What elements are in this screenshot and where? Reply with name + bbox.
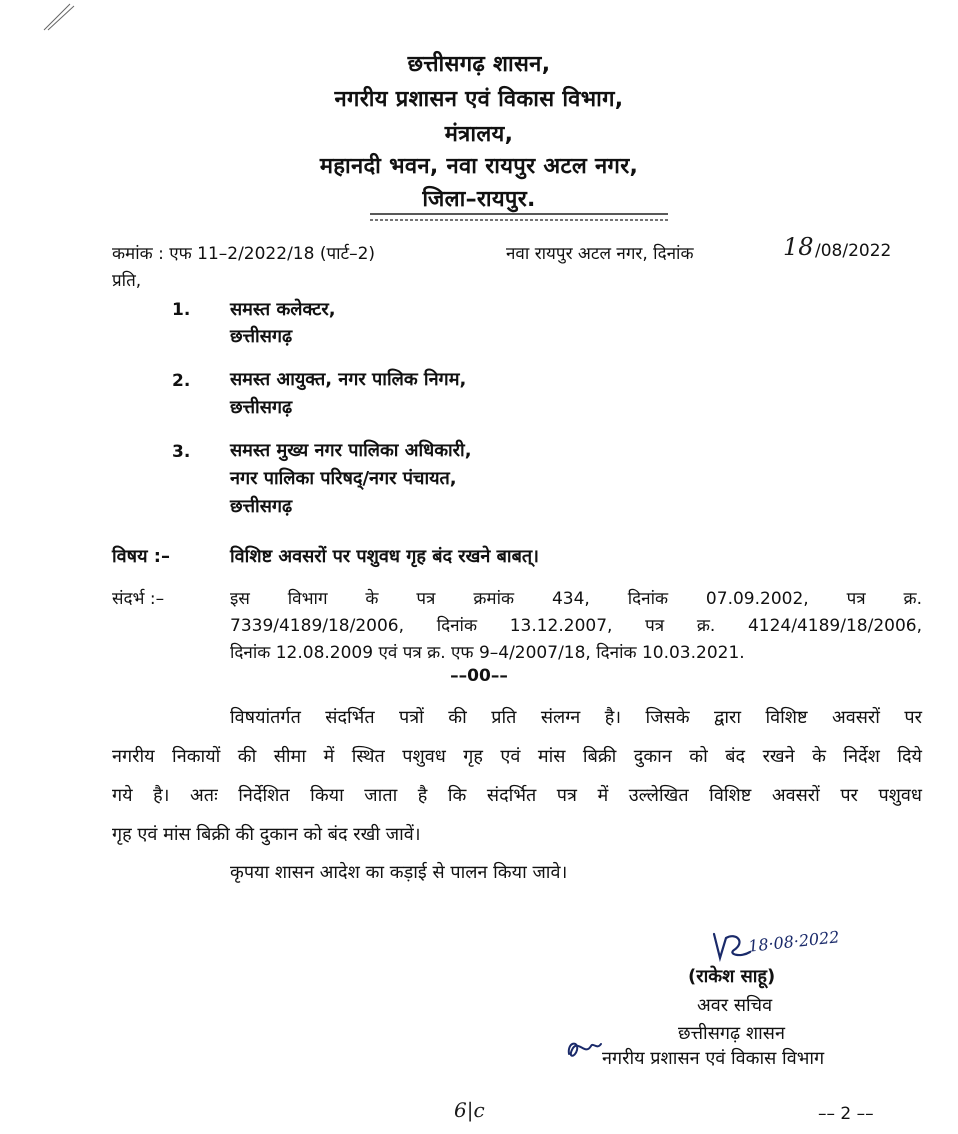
ref-day-handwritten: 18 [783, 233, 814, 261]
signatory-org-2: नगरीय प्रशासन एवं विकास विभाग [602, 1048, 825, 1069]
subject-text: विशिष्ट अवसरों पर पशुवध गृह बंद रखने बाबत्। [230, 546, 539, 567]
recipient-3-line-1: समस्त मुख्य नगर पालिका अधिकारी, [230, 440, 472, 461]
signatory-name: (राकेश साहू) [688, 966, 776, 987]
body-line-2: नगरीय निकायों की सीमा में स्थित पशुवध गृह एवं मांस बिक्री दुकान को बंद रखने के निर्देश दिये [112, 746, 922, 767]
header-line-5: जिला–रायपुर. [422, 187, 536, 212]
recipient-1-number: 1. [172, 300, 191, 320]
initials-scribble [563, 1036, 605, 1064]
reference-line-3: दिनांक 12.08.2009 एवं पत्र क्र. एफ 9–4/2007/18, दिनांक 10.03.2021. [230, 643, 745, 663]
page-marker: –– 2 –– [818, 1104, 874, 1124]
header-line-4: महानदी भवन, नवा रायपुर अटल नगर, [319, 154, 639, 179]
recipient-3-line-2: नगर पालिका परिषद्/नगर पंचायत, [230, 468, 457, 489]
header-line-1: छत्तीसगढ़ शासन, [407, 52, 551, 77]
body-line-1: विषयांतर्गत संदर्भित पत्रों की प्रति संलग्न है। जिसके द्वारा विशिष्ट अवसरों पर [230, 707, 922, 728]
recipient-3-line-3: छत्तीसगढ़ [230, 496, 293, 517]
header-line-3: मंत्रालय, [444, 122, 514, 147]
body-closing: कृपया शासन आदेश का कड़ाई से पालन किया जावे। [230, 862, 568, 883]
to-label: प्रति, [112, 271, 142, 291]
handwritten-note: 6|c [454, 1098, 485, 1122]
recipient-2-number: 2. [172, 371, 191, 391]
reference-line-2: 7339/4189/18/2006, दिनांक 13.12.2007, पत्र क्र. 4124/4189/18/2006, [230, 616, 922, 636]
header-underline [368, 211, 672, 225]
ref-month-year: /08/2022 [815, 241, 892, 261]
header-line-2: नगरीय प्रशासन एवं विकास विभाग, [334, 87, 624, 112]
corner-pen-mark [40, 0, 80, 36]
ref-place-date: नवा रायपुर अटल नगर, दिनांक [506, 244, 694, 264]
separator: ––00–– [450, 666, 508, 686]
reference-line-1: इस विभाग के पत्र क्रमांक 434, दिनांक 07.09.2002, पत्र क्र. [230, 589, 922, 609]
signature-date-handwritten: 18·08·2022 [747, 927, 841, 956]
recipient-3-number: 3. [172, 442, 191, 462]
recipient-2-line-2: छत्तीसगढ़ [230, 397, 293, 418]
body-line-4: गृह एवं मांस बिक्री की दुकान को बंद रखी जावें। [112, 824, 421, 845]
subject-label: विषय :– [112, 546, 170, 567]
signatory-designation: अवर सचिव [697, 995, 773, 1016]
reference-label: संदर्भ :– [112, 589, 165, 609]
recipient-2-line-1: समस्त आयुक्त, नगर पालिक निगम, [230, 369, 467, 390]
ref-number: कमांक : एफ 11–2/2022/18 (पार्ट–2) [112, 244, 376, 264]
recipient-1-line-1: समस्त कलेक्टर, [230, 299, 336, 320]
body-line-3: गये है। अतः निर्देशित किया जाता है कि संदर्भित पत्र में उल्लेखित विशिष्ट अवसरों पर पशुवध [112, 785, 922, 806]
signatory-org-1: छत्तीसगढ़ शासन [678, 1023, 785, 1044]
recipient-1-line-2: छत्तीसगढ़ [230, 326, 293, 347]
